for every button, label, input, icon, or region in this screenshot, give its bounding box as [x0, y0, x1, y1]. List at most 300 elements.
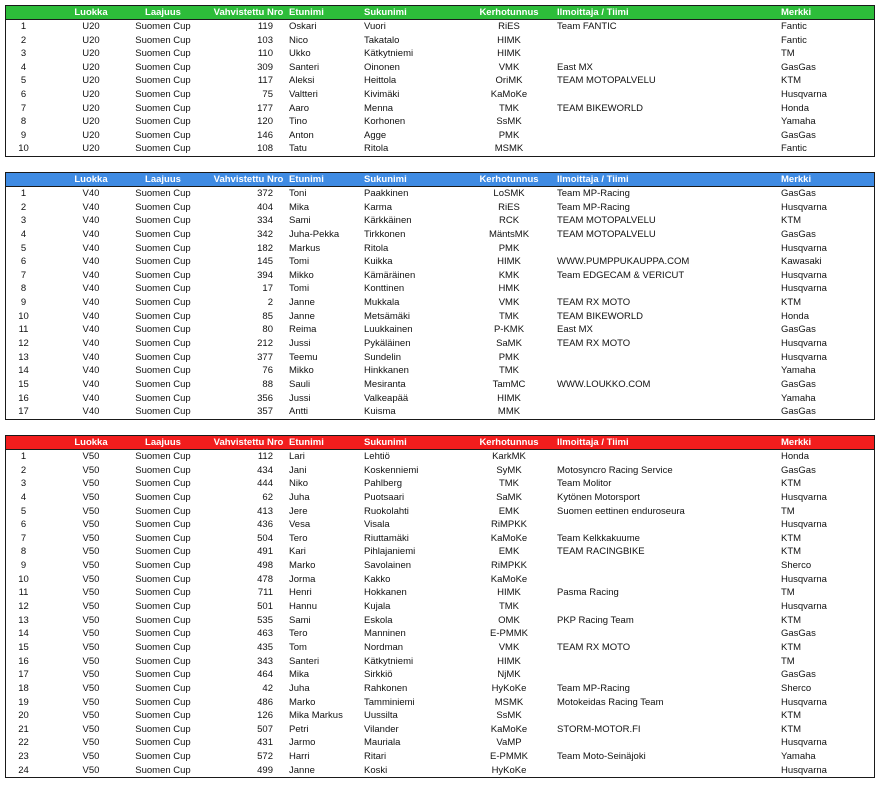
- cell-club: RiES: [498, 21, 520, 32]
- cell-scope: Suomen Cup: [135, 201, 191, 213]
- cell-first-name: Antti: [289, 406, 309, 418]
- cell-rank: 3: [20, 478, 27, 490]
- header-brand: Merkki: [781, 174, 812, 185]
- cell-rank: 9: [20, 297, 27, 309]
- cell-first-name: Valtteri: [289, 88, 318, 100]
- cell-scope: Suomen Cup: [135, 48, 191, 60]
- cell-last-name: Kivimäki: [364, 88, 400, 100]
- cell-class: V50: [82, 546, 100, 558]
- cell-club: HIMK: [497, 34, 521, 46]
- cell-first-name: Jere: [289, 505, 308, 517]
- table-row: [6, 600, 874, 614]
- cell-club: HyKoKe: [491, 764, 527, 776]
- table-row: [6, 491, 874, 505]
- cell-number: 343: [257, 655, 273, 667]
- cell-class: V50: [82, 723, 100, 735]
- cell-rank: 5: [20, 75, 27, 87]
- cell-team: WWW.LOUKKO.COM: [557, 378, 651, 390]
- table-row: [6, 709, 874, 723]
- cell-club: RiMPKK: [491, 519, 527, 531]
- cell-class: V50: [82, 710, 100, 722]
- cell-scope: Suomen Cup: [135, 764, 191, 776]
- cell-club: MSMK: [494, 696, 524, 708]
- table-row: [6, 142, 874, 156]
- cell-last-name: Paakkinen: [364, 188, 409, 199]
- header-last-name: Sukunimi: [364, 437, 407, 448]
- cell-first-name: Jorma: [289, 573, 316, 585]
- table-row: [6, 668, 874, 682]
- cell-brand: Husqvarna: [781, 338, 827, 350]
- cell-club: SyMK: [496, 464, 522, 476]
- cell-rank: 19: [18, 696, 29, 708]
- cell-first-name: Janne: [289, 764, 315, 776]
- cell-rank: 7: [20, 102, 27, 114]
- cell-class: U20: [82, 61, 100, 73]
- cell-scope: Suomen Cup: [135, 560, 191, 572]
- cell-class: V50: [82, 519, 100, 531]
- cell-number: 486: [257, 696, 273, 708]
- header-team: Ilmoittaja / Tiimi: [557, 7, 629, 18]
- cell-number: 463: [257, 628, 273, 640]
- cell-last-name: Pahlberg: [364, 478, 403, 490]
- cell-class: V40: [82, 365, 100, 377]
- cell-brand: Fantic: [781, 143, 807, 155]
- cell-brand: GasGas: [781, 628, 816, 640]
- table-row: [6, 255, 874, 269]
- cell-scope: Suomen Cup: [135, 451, 191, 462]
- cell-last-name: Kujala: [364, 601, 391, 613]
- cell-last-name: Sundelin: [364, 351, 401, 363]
- cell-club: EMK: [498, 505, 520, 517]
- cell-number: 80: [262, 324, 273, 336]
- cell-last-name: Heittola: [364, 75, 397, 87]
- cell-number: 435: [257, 641, 273, 653]
- cell-team: TEAM BIKEWORLD: [557, 310, 644, 322]
- cell-class: V50: [82, 587, 100, 599]
- cell-last-name: Eskola: [364, 614, 393, 626]
- header-last-name: Sukunimi: [364, 7, 407, 18]
- cell-club: KMK: [498, 269, 520, 281]
- cell-first-name: Vesa: [289, 519, 311, 531]
- cell-club: HMK: [498, 283, 520, 295]
- cell-club: TMK: [498, 102, 520, 114]
- cell-rank: 17: [18, 669, 29, 681]
- cell-club: HIMK: [497, 256, 521, 268]
- cell-rank: 11: [18, 587, 29, 599]
- cell-rank: 16: [18, 392, 29, 404]
- cell-brand: Yamaha: [781, 392, 816, 404]
- cell-number: 464: [257, 669, 273, 681]
- cell-club: PMK: [498, 351, 520, 363]
- cell-class: V40: [82, 215, 100, 227]
- cell-team: TEAM MOTOPALVELU: [557, 75, 656, 87]
- cell-first-name: Juha: [289, 682, 310, 694]
- cell-last-name: Ritola: [364, 143, 389, 155]
- cell-scope: Suomen Cup: [135, 641, 191, 653]
- header-club: Kerhotunnus: [479, 7, 539, 18]
- cell-club: KaMoKe: [490, 532, 528, 544]
- cell-rank: 2: [20, 34, 27, 46]
- table-row: [6, 310, 874, 324]
- cell-scope: Suomen Cup: [135, 406, 191, 418]
- cell-rank: 13: [18, 351, 29, 363]
- cell-last-name: Savolainen: [364, 560, 412, 572]
- cell-rank: 7: [20, 532, 27, 544]
- cell-brand: Husqvarna: [781, 737, 827, 749]
- cell-club: TMK: [498, 365, 520, 377]
- cell-rank: 21: [18, 723, 29, 735]
- cell-last-name: Konttinen: [364, 283, 405, 295]
- table-row: [6, 228, 874, 242]
- cell-first-name: Sami: [289, 215, 311, 227]
- cell-number: 413: [257, 505, 273, 517]
- cell-rank: 4: [20, 491, 27, 503]
- cell-first-name: Sami: [289, 614, 311, 626]
- cell-first-name: Tero: [289, 532, 308, 544]
- cell-brand: GasGas: [781, 61, 816, 73]
- cell-number: 146: [257, 129, 273, 141]
- cell-rank: 8: [20, 546, 27, 558]
- cell-class: V40: [82, 324, 100, 336]
- cell-scope: Suomen Cup: [135, 88, 191, 100]
- table-row: [6, 573, 874, 587]
- cell-scope: Suomen Cup: [135, 61, 191, 73]
- cell-first-name: Harri: [289, 751, 310, 763]
- cell-rank: 3: [20, 215, 27, 227]
- cell-team: TEAM RACINGBIKE: [557, 546, 645, 558]
- cell-team: TEAM MOTOPALVELU: [557, 215, 656, 227]
- cell-brand: GasGas: [781, 188, 816, 199]
- cell-first-name: Aleksi: [289, 75, 315, 87]
- cell-scope: Suomen Cup: [135, 682, 191, 694]
- cell-last-name: Pykäläinen: [364, 338, 411, 350]
- header-scope: Laajuus: [145, 437, 181, 448]
- cell-first-name: Tom: [289, 641, 307, 653]
- cell-rank: 11: [18, 324, 29, 336]
- cell-first-name: Marko: [289, 560, 316, 572]
- cell-club: EMK: [498, 546, 520, 558]
- cell-first-name: Teemu: [289, 351, 318, 363]
- cell-brand: Husqvarna: [781, 242, 827, 254]
- table-row: [6, 323, 874, 337]
- table-row: [6, 47, 874, 61]
- cell-first-name: Oskari: [289, 21, 317, 32]
- table-row: [6, 88, 874, 102]
- header-club: Kerhotunnus: [479, 437, 539, 448]
- cell-first-name: Anton: [289, 129, 314, 141]
- cell-class: V40: [82, 392, 100, 404]
- cell-class: V50: [82, 478, 100, 490]
- cell-last-name: Uussilta: [364, 710, 398, 722]
- cell-scope: Suomen Cup: [135, 21, 191, 32]
- cell-brand: Husqvarna: [781, 201, 827, 213]
- cell-club: TMK: [498, 478, 520, 490]
- cell-team: TEAM BIKEWORLD: [557, 102, 644, 114]
- cell-first-name: Jussi: [289, 392, 311, 404]
- cell-brand: TM: [781, 505, 795, 517]
- table-row: [6, 61, 874, 75]
- cell-last-name: Hokkanen: [364, 587, 407, 599]
- cell-scope: Suomen Cup: [135, 310, 191, 322]
- cell-club: PMK: [498, 242, 520, 254]
- cell-number: 504: [257, 532, 273, 544]
- cell-first-name: Aaro: [289, 102, 310, 114]
- cell-rank: 10: [18, 573, 29, 585]
- cell-club: TMK: [498, 310, 520, 322]
- cell-brand: KTM: [781, 546, 802, 558]
- cell-first-name: Mikko: [289, 269, 314, 281]
- cell-number: 119: [257, 21, 273, 32]
- cell-brand: KTM: [781, 614, 802, 626]
- table-header: [6, 6, 874, 20]
- cell-last-name: Vuori: [364, 21, 386, 32]
- cell-first-name: Niko: [289, 478, 309, 490]
- cell-scope: Suomen Cup: [135, 655, 191, 667]
- cell-brand: Yamaha: [781, 365, 816, 377]
- cell-last-name: Mukkala: [364, 297, 400, 309]
- cell-brand: KTM: [781, 723, 802, 735]
- cell-first-name: Markus: [289, 242, 321, 254]
- table-row: [6, 655, 874, 669]
- header-class: Luokka: [74, 437, 108, 448]
- cell-first-name: Janne: [289, 297, 315, 309]
- cell-last-name: Agge: [364, 129, 387, 141]
- cell-last-name: Ritola: [364, 242, 389, 254]
- cell-number: 85: [262, 310, 273, 322]
- cell-number: 145: [257, 256, 273, 268]
- cell-rank: 10: [18, 310, 29, 322]
- cell-first-name: Jani: [289, 464, 307, 476]
- cell-brand: Husqvarna: [781, 696, 827, 708]
- cell-class: V50: [82, 751, 100, 763]
- table-row: [6, 34, 874, 48]
- cell-club: SaMK: [496, 338, 522, 350]
- cell-last-name: Tirkkonen: [364, 228, 406, 240]
- cell-club: SaMK: [496, 491, 522, 503]
- cell-class: U20: [82, 21, 100, 32]
- cell-class: V50: [82, 614, 100, 626]
- cell-scope: Suomen Cup: [135, 242, 191, 254]
- cell-team: Team MP-Racing: [557, 188, 630, 199]
- cell-brand: KTM: [781, 297, 802, 309]
- table-row: [6, 242, 874, 256]
- cell-first-name: Mika: [289, 201, 310, 213]
- cell-last-name: Rahkonen: [364, 682, 408, 694]
- cell-team: STORM-MOTOR.FI: [557, 723, 641, 735]
- cell-class: V50: [82, 764, 100, 776]
- cell-team: TEAM MOTOPALVELU: [557, 228, 656, 240]
- cell-brand: TM: [781, 587, 795, 599]
- cell-brand: KTM: [781, 532, 802, 544]
- cell-club: MäntsMK: [488, 228, 530, 240]
- cell-first-name: Tino: [289, 116, 308, 128]
- cell-club: HIMK: [497, 392, 521, 404]
- cell-scope: Suomen Cup: [135, 696, 191, 708]
- cell-rank: 22: [18, 737, 29, 749]
- cell-class: V40: [82, 228, 100, 240]
- cell-last-name: Kakko: [364, 573, 391, 585]
- table-row: [6, 337, 874, 351]
- cell-brand: Kawasaki: [781, 256, 822, 268]
- cell-club: HyKoKe: [491, 682, 527, 694]
- cell-first-name: Tomi: [289, 256, 310, 268]
- cell-last-name: Korhonen: [364, 116, 406, 128]
- cell-number: 117: [257, 75, 273, 87]
- cell-number: 177: [257, 102, 273, 114]
- header-first-name: Etunimi: [289, 437, 324, 448]
- cell-scope: Suomen Cup: [135, 338, 191, 350]
- cell-club: MMK: [497, 406, 521, 418]
- cell-first-name: Jussi: [289, 338, 311, 350]
- cell-first-name: Santeri: [289, 655, 320, 667]
- cell-scope: Suomen Cup: [135, 283, 191, 295]
- cell-number: 2: [267, 297, 273, 309]
- cell-brand: Husqvarna: [781, 283, 827, 295]
- cell-scope: Suomen Cup: [135, 297, 191, 309]
- cell-rank: 20: [18, 710, 29, 722]
- cell-number: 434: [257, 464, 273, 476]
- cell-club: KaMoKe: [490, 723, 528, 735]
- cell-brand: KTM: [781, 710, 802, 722]
- cell-class: V40: [82, 201, 100, 213]
- cell-club: NjMK: [497, 669, 521, 681]
- cell-last-name: Kätkytniemi: [364, 48, 414, 60]
- cell-brand: GasGas: [781, 129, 816, 141]
- cell-rank: 14: [18, 628, 29, 640]
- cell-last-name: Ritari: [364, 751, 387, 763]
- cell-scope: Suomen Cup: [135, 669, 191, 681]
- cell-last-name: Pihlajaniemi: [364, 546, 416, 558]
- cell-last-name: Kuisma: [364, 406, 396, 418]
- cell-rank: 6: [20, 519, 27, 531]
- cell-scope: Suomen Cup: [135, 215, 191, 227]
- header-team: Ilmoittaja / Tiimi: [557, 174, 629, 185]
- cell-scope: Suomen Cup: [135, 75, 191, 87]
- cell-team: PKP Racing Team: [557, 614, 634, 626]
- cell-club: VMK: [498, 61, 520, 73]
- cell-rank: 6: [20, 88, 27, 100]
- cell-scope: Suomen Cup: [135, 587, 191, 599]
- cell-club: VaMP: [496, 737, 522, 749]
- cell-scope: Suomen Cup: [135, 478, 191, 490]
- cell-class: V50: [82, 532, 100, 544]
- cell-number: 17: [262, 283, 273, 295]
- header-brand: Merkki: [781, 437, 812, 448]
- table-row: [6, 201, 874, 215]
- cell-number: 404: [257, 201, 273, 213]
- cell-brand: GasGas: [781, 669, 816, 681]
- cell-brand: Honda: [781, 451, 809, 462]
- table-row: [6, 20, 874, 34]
- cell-team: Team MP-Racing: [557, 201, 630, 213]
- cell-number: 75: [262, 88, 273, 100]
- cell-last-name: Kuikka: [364, 256, 393, 268]
- cell-scope: Suomen Cup: [135, 751, 191, 763]
- table-row: [6, 723, 874, 737]
- cell-first-name: Hannu: [289, 601, 317, 613]
- cell-club: TMK: [498, 601, 520, 613]
- cell-brand: Husqvarna: [781, 351, 827, 363]
- v50-results-table: [5, 435, 875, 778]
- cell-first-name: Petri: [289, 723, 309, 735]
- cell-number: 501: [257, 601, 273, 613]
- cell-club: SsMK: [496, 116, 522, 128]
- cell-last-name: Koskenniemi: [364, 464, 419, 476]
- table-row: [6, 269, 874, 283]
- cell-number: 356: [257, 392, 273, 404]
- cell-class: V40: [82, 297, 100, 309]
- cell-last-name: Oinonen: [364, 61, 400, 73]
- cell-rank: 4: [20, 228, 27, 240]
- table-row: [6, 641, 874, 655]
- cell-number: 309: [257, 61, 273, 73]
- cell-first-name: Henri: [289, 587, 312, 599]
- table-row: [6, 450, 874, 464]
- cell-class: U20: [82, 48, 100, 60]
- cell-rank: 9: [20, 129, 27, 141]
- cell-number: 334: [257, 215, 273, 227]
- cell-team: Kytönen Motorsport: [557, 491, 640, 503]
- cell-number: 478: [257, 573, 273, 585]
- cell-brand: KTM: [781, 215, 802, 227]
- cell-rank: 15: [18, 641, 29, 653]
- cell-club: RiMPKK: [491, 560, 527, 572]
- cell-brand: GasGas: [781, 378, 816, 390]
- table-header: [6, 436, 874, 450]
- cell-last-name: Kärkkäinen: [364, 215, 412, 227]
- table-row: [6, 364, 874, 378]
- cell-first-name: Nico: [289, 34, 309, 46]
- cell-class: V50: [82, 641, 100, 653]
- cell-first-name: Toni: [289, 188, 307, 199]
- table-row: [6, 764, 874, 778]
- cell-brand: Yamaha: [781, 116, 816, 128]
- cell-rank: 4: [20, 61, 27, 73]
- cell-brand: TM: [781, 655, 795, 667]
- cell-class: U20: [82, 88, 100, 100]
- cell-class: V50: [82, 601, 100, 613]
- cell-first-name: Ukko: [289, 48, 311, 60]
- cell-brand: GasGas: [781, 406, 816, 418]
- table-row: [6, 115, 874, 129]
- cell-class: V50: [82, 491, 100, 503]
- cell-club: VMK: [498, 297, 520, 309]
- cell-class: V50: [82, 655, 100, 667]
- header-scope: Laajuus: [145, 174, 181, 185]
- cell-scope: Suomen Cup: [135, 601, 191, 613]
- cell-last-name: Mauriala: [364, 737, 401, 749]
- cell-club: OriMK: [495, 75, 523, 87]
- cell-number: 76: [262, 365, 273, 377]
- cell-rank: 6: [20, 256, 27, 268]
- header-brand: Merkki: [781, 7, 812, 18]
- table-row: [6, 214, 874, 228]
- table-row: [6, 296, 874, 310]
- table-row: [6, 750, 874, 764]
- cell-last-name: Valkeapää: [364, 392, 409, 404]
- cell-number: 110: [257, 48, 273, 60]
- cell-brand: Fantic: [781, 21, 807, 32]
- cell-number: 431: [257, 737, 273, 749]
- cell-number: 103: [257, 34, 273, 46]
- cell-class: V40: [82, 351, 100, 363]
- cell-club: LoSMK: [493, 188, 525, 199]
- table-row: [6, 545, 874, 559]
- table-row: [6, 532, 874, 546]
- cell-scope: Suomen Cup: [135, 143, 191, 155]
- cell-number: 42: [262, 682, 273, 694]
- cell-number: 62: [262, 491, 273, 503]
